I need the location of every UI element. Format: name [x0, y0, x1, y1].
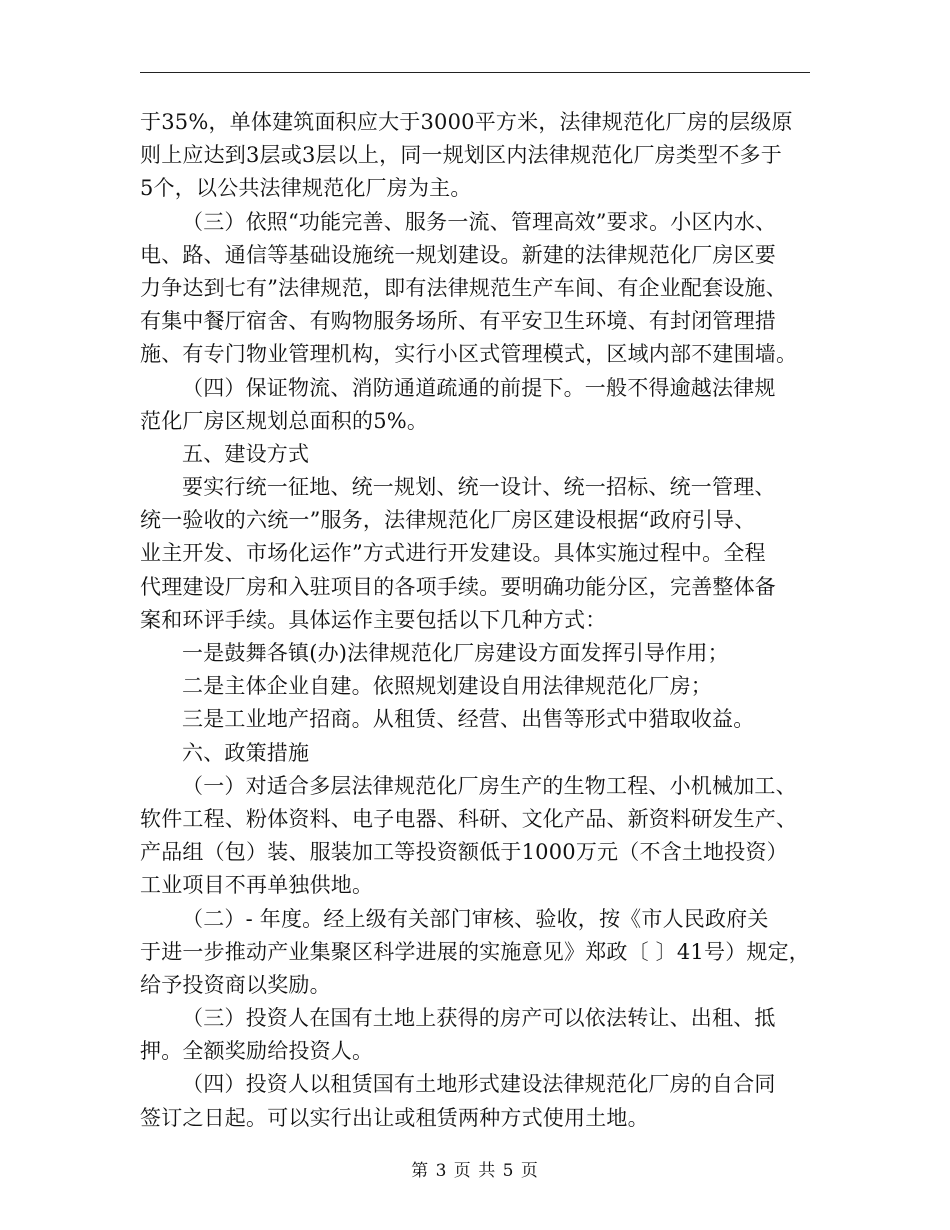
text-line: 于进一步推动产业集聚区科学进展的实施意见》郑政〔 〕41号）规定，	[140, 939, 810, 964]
text-line: 要实行统一征地、统一规划、统一设计、统一招标、统一管理、	[182, 475, 776, 500]
text-line: （一）对适合多层法律规范化厂房生产的生物工程、小机械加工、	[182, 773, 797, 798]
text-line: 产品组（包）装、服装加工等投资额低于1000万元（不含土地投资）	[140, 840, 788, 865]
text-line: 二是主体企业自建。依照规划建设自用法律规范化厂房；	[182, 674, 712, 699]
document-body	[140, 106, 840, 1135]
text-line: 案和环评手续。具体运作主要包括以下几种方式：	[140, 607, 607, 632]
text-line: （三）投资人在国有土地上获得的房产可以依法转让、出租、抵	[182, 1006, 776, 1031]
text-line: 5个，以公共法律规范化厂房为主。	[140, 176, 472, 201]
text-line: 给予投资商以奖励。	[140, 972, 331, 997]
text-line: 则上应达到3层或3层以上，同一规划区内法律规范化厂房类型不多于	[140, 143, 782, 168]
text-line: （四）保证物流、消防通道疏通的前提下。一般不得逾越法律规	[182, 375, 776, 400]
page-number-footer: 第 3 页 共 5 页	[411, 1161, 539, 1181]
text-line: 业主开发、市场化运作”方式进行开发建设。具体实施过程中。全程	[140, 541, 766, 566]
text-line: 统一验收的六统一”服务，法律规范化厂房区建设根据“政府引导、	[140, 508, 756, 533]
text-line: （二）- 年度。经上级有关部门审核、验收，按《市人民政府关	[182, 906, 769, 931]
text-line: 有集中餐厅宿舍、有购物服务场所、有平安卫生环境、有封闭管理措	[140, 309, 776, 334]
text-line: 电、路、通信等基础设施统一规划建设。新建的法律规范化厂房区要	[140, 242, 776, 267]
text-line: 工业项目不再单独供地。	[140, 873, 374, 898]
text-line: 软件工程、粉体资料、电子电器、科研、文化产品、新资料研发生产、	[140, 806, 798, 831]
text-line: 范化厂房区规划总面积的5%。	[140, 408, 429, 433]
text-line: （三）依照“功能完善、服务一流、管理高效”要求。小区内水、	[182, 209, 777, 234]
text-line: 押。全额奖励给投资人。	[140, 1039, 374, 1064]
header-rule	[140, 72, 810, 73]
text-line: 代理建设厂房和入驻项目的各项手续。要明确功能分区，完善整体备	[140, 574, 776, 599]
text-line: 施、有专门物业管理机构，实行小区式管理模式，区域内部不建围墙。	[140, 342, 798, 367]
text-line: （四）投资人以租赁国有土地形式建设法律规范化厂房的自合同	[182, 1072, 776, 1097]
text-line: 力争达到七有”法律规范，即有法律规范生产车间、有企业配套设施、	[140, 275, 787, 300]
text-line: 三是工业地产招商。从租赁、经营、出售等形式中猎取收益。	[182, 707, 755, 732]
text-line: 签订之日起。可以实行出让或租赁两种方式使用土地。	[140, 1105, 649, 1130]
section-heading: 五、建设方式	[182, 441, 310, 466]
text-line: 一是鼓舞各镇(办)法律规范化厂房建设方面发挥引导作用；	[182, 641, 729, 665]
section-heading: 六、政策措施	[182, 740, 310, 765]
text-line: 于35%，单体建筑面积应大于3000平方米，法律规范化厂房的层级原	[140, 110, 793, 134]
